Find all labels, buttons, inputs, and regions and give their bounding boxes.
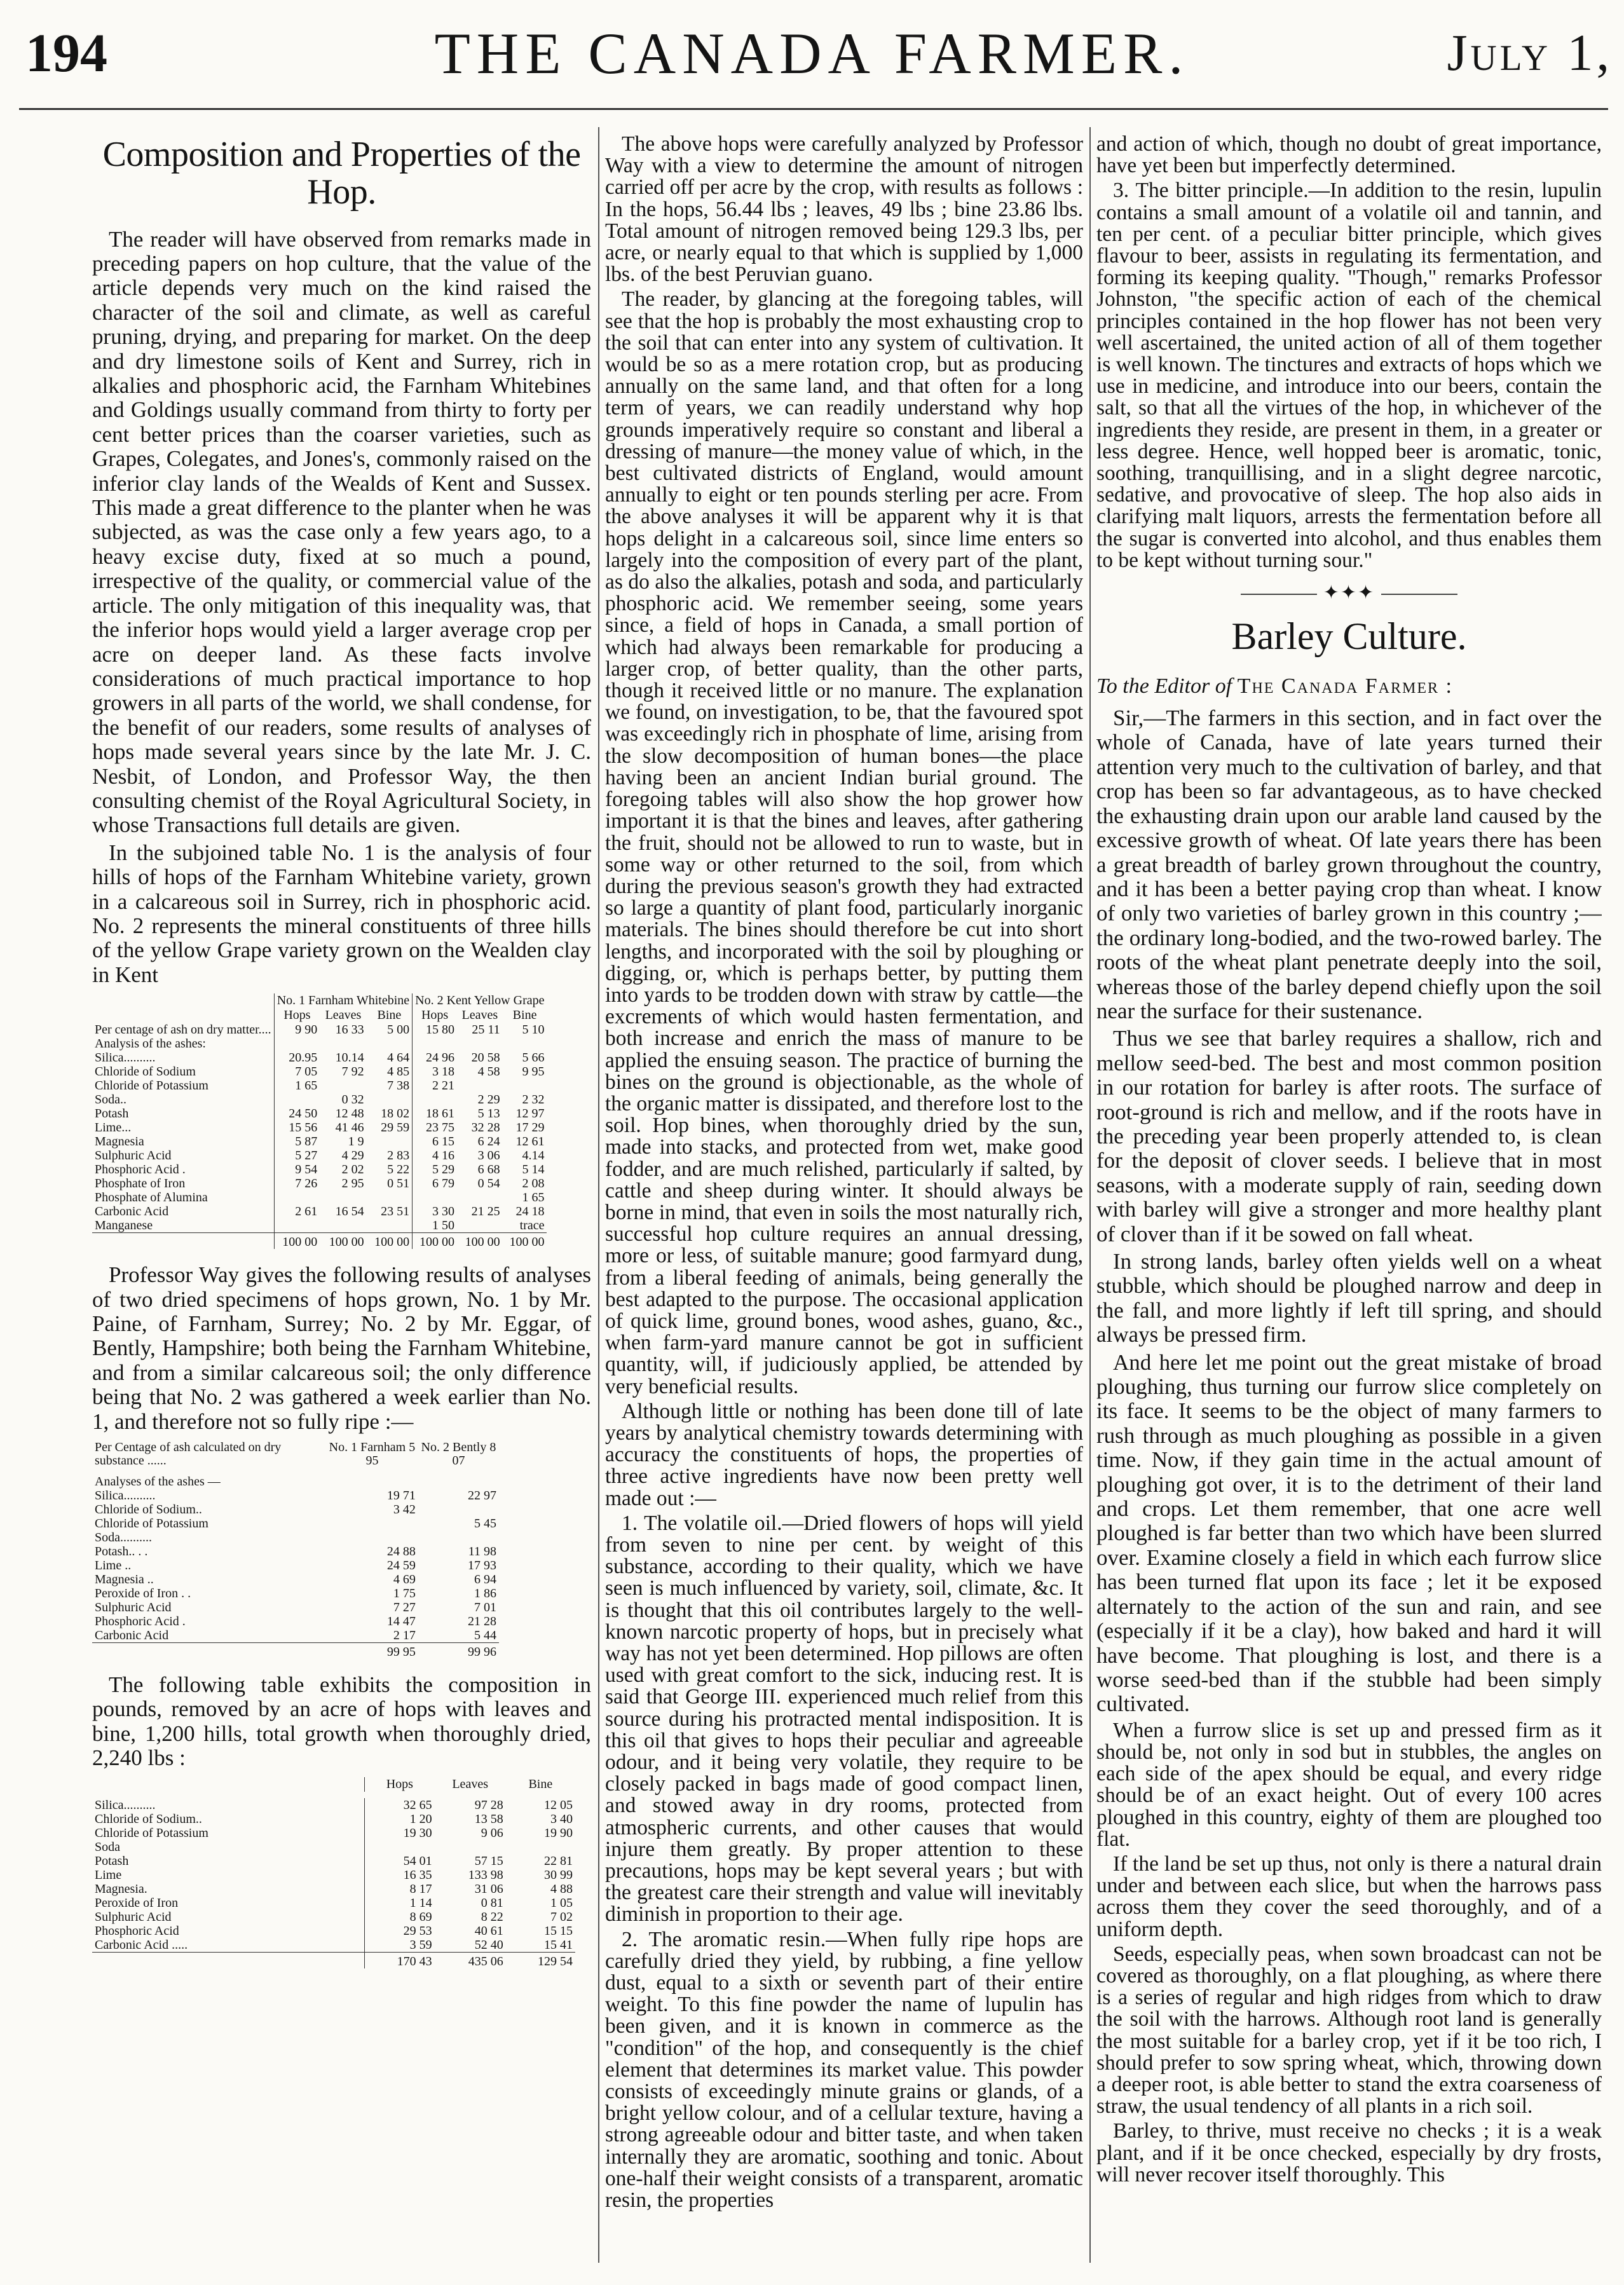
table-row bbox=[92, 1079, 547, 1093]
table-cell: 29 53 bbox=[365, 1924, 435, 1938]
table-row bbox=[92, 1503, 499, 1517]
table-cell: 20.95 bbox=[274, 1051, 320, 1065]
table-cell: 2 17 bbox=[393, 1628, 416, 1643]
table-cell: 16 35 bbox=[365, 1868, 435, 1882]
table-cell: 0 32 bbox=[341, 1093, 364, 1107]
table-row bbox=[92, 1037, 547, 1051]
table-cell bbox=[367, 1093, 413, 1107]
table-cell bbox=[274, 1218, 320, 1233]
paragraph: 1. The volatile oil.—Dried flowers of hops will yield from seven to nine per cent. by weight of this substance, according to their quality, which we have seen is much influenced by variety, soil, climate, &c. It is thought that this oil contributes largely to the well-known narcotic property of hops, but in precisely what way has not yet been determined. Hop pillows are often used with great comfort to the sick, inducing rest. It is said that George III. experienced much relief from this source during his protracted mental indisposition. It is this oil that gives to hops their peculiar and agreeable odour, and it being very volatile, they require to be closely packed in bags made of good compact linen, and stowed away in dry rooms, protected from atmospheric currents, and other causes that would injure them greatly. By proper attention to these precautions, hops may be kept several years ; but with the greatest care their strength and value will inevitably diminish in proportion to their age. bbox=[605, 1511, 1083, 1927]
table-cell: 10.14 bbox=[335, 1051, 364, 1065]
table-cell: 57 15 bbox=[474, 1853, 503, 1868]
table-cell bbox=[320, 1218, 366, 1233]
table-cell: 22 81 bbox=[544, 1853, 573, 1868]
table-cell bbox=[413, 1093, 457, 1107]
table-cell bbox=[457, 1190, 503, 1204]
table-cell bbox=[367, 1135, 413, 1149]
table-row-label: Soda bbox=[95, 1839, 120, 1854]
table-cell: 8 69 bbox=[365, 1910, 435, 1924]
table-1 bbox=[92, 993, 547, 1249]
table-cell: 0 81 bbox=[481, 1895, 503, 1910]
table-row bbox=[92, 1924, 575, 1938]
table-cell: 5 29 bbox=[413, 1163, 457, 1177]
table-cell: 170 43 bbox=[365, 1952, 435, 1968]
table-row-label: Lime .. bbox=[95, 1559, 132, 1573]
paragraph: The reader will have observed from remarks made in preceding papers on hop culture, that the value of the article depends very much on the kind raised the character of the soil and climate, as well as careful pruning, drying, and preparing for market. On the deep and dry limestone soils of Kent and Surrey, rich in alkalies and phosphoric acid, the Farnham Whitebines and Goldings usually command from thirty to forty per cent better prices than the coarser varieties, such as Grapes, Colegates, and Jones's, commonly raised on the inferior clay lands of the Wealds of Kent and Sussex. This made a great difference to the planter when he was subjected, as was the case only a few years ago, to a heavy excise duty, fixed at so much a pound, irrespective of the quality, or commercial value of the article. The only mitigation of this inequality was, that the inferior hops would yield a larger average crop per acre on deeper land. As these facts involve considerations of much practical importance to hop growers in all parts of the world, we shall condense, for the benefit of our readers, some results of analyses of hops made several years since by the late Mr. J. C. Nesbit, of London, and Professor Way, the then consulting chemist of the Royal Agricultural Society, in whose Transactions full details are given. bbox=[92, 226, 591, 838]
table-row bbox=[92, 1051, 547, 1065]
table-cell: 8 17 bbox=[365, 1882, 435, 1896]
table-row bbox=[92, 1121, 547, 1135]
table-cell: 4 69 bbox=[393, 1572, 416, 1587]
table-cell: 99 96 bbox=[418, 1643, 499, 1660]
table-cell: 100 00 bbox=[367, 1233, 413, 1250]
table-row bbox=[92, 1149, 547, 1163]
table-cell bbox=[367, 1037, 413, 1051]
table-cell: 14 47 bbox=[386, 1614, 416, 1629]
paragraph: 3. The bitter principle.—In addition to the resin, lupulin contains a small amount of a volatile oil and tannin, and ten per cent. of a peculiar bitter principle, which gives flavour to beer, assists in regulating its fermentation, and forming its keeping quality. "Though," remarks Professor Johnston, "the specific action of each of the chemical principles contained in the hop flower has not been very well ascertained, the united action of all of them together is well known. The tinctures and extracts of hops which we use in medicine, and introduce into our beers, contain the salt, so that all the virtues of the hop, in whichever of the ingredients they reside, are present in them, in a greater or less degree. Hence, well hopped beer is aromatic, tonic, soothing, tranquillising, and in a slight degree narcotic, sedative, and provocative of sleep. The hop also aids in clarifying malt liquors, arrests the fermentation before all the sugar is converted into alcohol, and thus enables them to be kept without turning sour." bbox=[1096, 179, 1602, 572]
table-row-label: Chloride of Sodium.. bbox=[95, 1503, 202, 1517]
table-cell: 7 01 bbox=[474, 1600, 496, 1615]
table-col-header: Per Centage of ash calculated on dry substance ...... bbox=[95, 1440, 282, 1468]
table-cell: 15 80 bbox=[413, 1023, 457, 1037]
table-row bbox=[92, 1218, 547, 1233]
table-col-header: Hops bbox=[413, 1008, 457, 1023]
paragraph: Although little or nothing has been done till of late years by analytical chemistry towards determining with accuracy the constituents of hops, the properties of three active ingredients have now been pretty well made out :— bbox=[605, 1399, 1083, 1510]
table-cell: 100 00 bbox=[503, 1233, 547, 1250]
table-cell: 4 16 bbox=[413, 1149, 457, 1163]
paragraph: In strong lands, barley often yields well on a wheat stubble, which should be ploughed narrow and deep in the fall, and more lightly if left till spring, and should always be pressed firm. bbox=[1096, 1249, 1602, 1347]
table-cell: 5 44 bbox=[474, 1628, 496, 1643]
table-cell bbox=[457, 1218, 503, 1233]
table-cell: 4 85 bbox=[387, 1065, 410, 1079]
table-cell: 3 40 bbox=[550, 1811, 573, 1826]
addressee-prefix: To the Editor of bbox=[1096, 674, 1232, 699]
table-cell: 3 30 bbox=[413, 1204, 457, 1218]
table-cell: 40 61 bbox=[474, 1923, 503, 1938]
table-cell: 5 10 bbox=[522, 1023, 545, 1037]
table-cell: 1 05 bbox=[550, 1895, 573, 1910]
table-col-header: No. 1 Farnham 5 95 bbox=[329, 1440, 416, 1468]
table-cell: 8 22 bbox=[481, 1909, 503, 1924]
paragraph: The above hops were carefully analyzed by Professor Way with a view to determine the amount of nitrogen carried off per acre by the crop, with results as follows : In the hops, 56.44 lbs ; leaves, 49 lbs ; bine 23.86 lbs. Total amount of nitrogen removed being 129.3 lbs, per acre, or nearly equal to that which is supplied by 1,000 lbs. of the best Peruvian guano. bbox=[605, 133, 1083, 287]
table-cell: 2 08 bbox=[522, 1177, 545, 1191]
table-cell: 4.14 bbox=[522, 1149, 545, 1163]
table-cell: 7 02 bbox=[550, 1909, 573, 1924]
table-row bbox=[92, 1910, 575, 1924]
table-row bbox=[92, 1107, 547, 1121]
table-col-header: Bine bbox=[512, 1008, 537, 1023]
table-cell: 21 25 bbox=[471, 1204, 500, 1219]
table-cell: 100 00 bbox=[274, 1233, 320, 1250]
table-row bbox=[92, 1545, 499, 1559]
table-cell: 6 94 bbox=[474, 1572, 496, 1587]
table-cell bbox=[320, 1190, 366, 1204]
table-cell: 1 65 bbox=[274, 1079, 320, 1093]
table-cell: 23 75 bbox=[413, 1121, 457, 1135]
table-cell: 2 61 bbox=[274, 1204, 320, 1218]
paragraph: The reader, by glancing at the foregoing tables, will see that the hop is probably the most exhausting crop to the soil that can enter into any system of cultivation. It would be so as a mere rotation crop, but as producing annually on the same land, and that often for a long term of years, we can readily understand why hop grounds imperatively require so constant and liberal a dressing of manure—the money value of which, in the best cultivated districts of England, would amount annually to eight or ten pounds sterling per acre. From the above analyses it will be apparent why it is that hops delight in a calcareous soil, since lime enters so largely into the composition of every part of the plant, as do also the alkalies, potash and soda, and particularly phosphoric acid. We remember seeing, some years since, a field of hops in Canada, a small portion of which had always been remarkable for producing a larger crop, of better quality, than the other parts, though it received little or no manure. The explanation we found, on investigation, to be, that the favoured spot was exceedingly rich in phosphate of lime, arising from the slow decomposition of human bones—the place having been an ancient Indian burial ground. The foregoing tables will also show the hop grower how important it is that the bines and leaves, after gathering the fruit, should not be allowed to run to waste, but in some way or other returned to the soil, from which during the previous season's growth they had extracted so large a quantity of plant food, particularly inorganic materials. The bines should therefore be cut into short lengths, and incorporated with the soil by ploughing or digging, or, which is perhaps better, by putting them into yards to be trodden down with straw by cattle—the excrements of which would hasten fermentation, and both increase and enrich the mass of manure to be applied the ensuing season. The practice of burning the bines on the ground is objectionable, as the whole of the organic matter is dissipated, and therefore lost to the soil. Hop bines, when thoroughly dried by the sun, made into stacks, and protected from wet, make good fodder, and are much relished, particularly if salted, by cattle and sheep during winter. It should always be borne in mind, that even in soils the most naturally rich, successful hop culture requires an annual dressing, more or less, of suitable manure; good farmyard dung, from a liberal feeding of animals, being generally the best adapted to the purpose. The occasional application of quick lime, ground bones, wood ashes, guano, &c., when farm-yard manure cannot be got in sufficient quantity, will, if judiciously applied, be attended by very beneficial results. bbox=[605, 287, 1083, 1398]
table-cell: 15 41 bbox=[544, 1937, 573, 1952]
table-cell: 18 02 bbox=[381, 1107, 410, 1121]
section-ornament: ✦✦✦ bbox=[1096, 582, 1602, 604]
table-cell bbox=[320, 1079, 366, 1093]
table-cell: 7 38 bbox=[387, 1079, 410, 1093]
table-row bbox=[92, 1023, 547, 1037]
table-cell: 19 30 bbox=[365, 1826, 435, 1840]
table-row bbox=[92, 1204, 547, 1218]
table-cell: 3 42 bbox=[393, 1503, 416, 1517]
table-row-label: Phosphate of Iron bbox=[95, 1177, 186, 1191]
table-cell bbox=[274, 1093, 320, 1107]
table-row-label: Sulphuric Acid bbox=[95, 1149, 172, 1163]
table-row-label: Magnesia .. bbox=[95, 1572, 154, 1587]
table-row-label: Chloride of Potassium bbox=[95, 1079, 208, 1093]
table-cell: 2 02 bbox=[341, 1163, 364, 1177]
table-cell bbox=[413, 1037, 457, 1051]
table-cell: 1 75 bbox=[393, 1586, 416, 1601]
table-row-label: Phosphoric Acid . bbox=[95, 1163, 186, 1177]
table-cell: 2 95 bbox=[341, 1177, 364, 1191]
table-group-header: No. 2 Kent Yellow Grape bbox=[413, 993, 547, 1008]
table-cell: 11 98 bbox=[468, 1545, 496, 1559]
table-cell: 19 71 bbox=[386, 1489, 416, 1503]
table-row bbox=[92, 1882, 575, 1896]
table-cell: 1 50 bbox=[413, 1218, 457, 1233]
table-total-row bbox=[92, 1643, 499, 1660]
table-cell: 22 97 bbox=[468, 1489, 496, 1503]
table-cell: 7 27 bbox=[393, 1600, 416, 1615]
paragraph: Sir,—The farmers in this section, and in fact over the whole of Canada, have of late years turned their attention very much to the cultivation of barley, and that crop has been so far advantageous, as to have checked the exhausting drain upon our arable land caused by the excessive growth of wheat. Of late years there has been a great breadth of barley grown throughout the country, and it has been a better paying crop than wheat. I know of only two varieties of barley grown in this country ;—the ordinary long-bodied, and the two-rowed barley. The roots of the wheat plant penetrate deeply into the soil, whereas those of the barley depend chiefly upon the soil near the surface for their sustenance. bbox=[1096, 706, 1602, 1023]
table-cell: 17 29 bbox=[515, 1121, 545, 1135]
paragraph: Seeds, especially peas, when sown broadcast can not be covered as thoroughly, on a flat ploughing, as where there is a series of regular and high ridges from which to draw the soil with the harrows. Although root land is generally the most suitable for a barley crop, yet if it be too rich, I should prefer to sow spring wheat, which, throwing down a deeper root, is able better to stand the extra coarseness of straw, the usual tendency of all plants in a rich soil. bbox=[1096, 1942, 1602, 2118]
table-row bbox=[92, 1572, 499, 1586]
table-cell bbox=[506, 1840, 575, 1854]
table-cell bbox=[274, 1037, 320, 1051]
table-row-label: Phosphate of Alumina bbox=[95, 1190, 208, 1205]
table-row-label: Silica.......... bbox=[95, 1051, 156, 1065]
table-cell: 3 06 bbox=[477, 1149, 500, 1163]
table-cell: 5 87 bbox=[274, 1135, 320, 1149]
table-cell: 133 98 bbox=[468, 1867, 503, 1882]
table-cell bbox=[418, 1475, 499, 1489]
table-col-header: Leaves bbox=[452, 1777, 488, 1791]
paragraph: and action of which, though no doubt of great importance, have yet been but imperfectly determined. bbox=[1096, 133, 1602, 178]
table-row bbox=[92, 1489, 499, 1503]
table-row-label: Analysis of the ashes: bbox=[95, 1037, 206, 1051]
table-cell: 5 14 bbox=[522, 1163, 545, 1177]
table-cell: 19 90 bbox=[544, 1825, 573, 1840]
table-row-label: Phosphoric Acid . bbox=[95, 1614, 186, 1629]
table-row-label: Lime bbox=[95, 1867, 122, 1882]
table-cell: 0 51 bbox=[387, 1177, 410, 1191]
table-cell: 29 59 bbox=[381, 1121, 410, 1135]
table-cell: 4 88 bbox=[550, 1881, 573, 1896]
table-col-header: Leaves bbox=[325, 1008, 362, 1023]
table-row bbox=[92, 1586, 499, 1600]
table-row bbox=[92, 1135, 547, 1149]
column-1 bbox=[92, 133, 591, 1982]
table-col-header: Bine bbox=[377, 1008, 402, 1023]
table-row bbox=[92, 1614, 499, 1628]
table-cell: 17 93 bbox=[468, 1559, 496, 1573]
table-cell: 32 65 bbox=[365, 1798, 435, 1812]
table-row bbox=[92, 1190, 547, 1204]
table-cell bbox=[326, 1475, 418, 1489]
table-cell bbox=[413, 1190, 457, 1204]
table-cell: 435 06 bbox=[435, 1952, 506, 1968]
table-row bbox=[92, 1177, 547, 1190]
table-cell bbox=[367, 1218, 413, 1233]
table-cell: 6 79 bbox=[413, 1177, 457, 1190]
table-cell: 9 95 bbox=[522, 1065, 545, 1079]
table-cell: 4 64 bbox=[387, 1051, 410, 1065]
paragraph: If the land be set up thus, not only is there a natural drain under and between each slice, but when the harrows pass across them they cover the seed thoroughly, and of a uniform depth. bbox=[1096, 1852, 1602, 1941]
table-cell bbox=[367, 1190, 413, 1204]
table-cell: 31 06 bbox=[474, 1881, 503, 1896]
table-row-label: Chloride of Sodium.. bbox=[95, 1811, 202, 1826]
table-cell: 24 50 bbox=[274, 1107, 320, 1121]
table-cell bbox=[457, 1079, 503, 1093]
table-cell: 6 15 bbox=[413, 1135, 457, 1149]
table-col-header: No. 2 Bently 8 07 bbox=[421, 1440, 496, 1468]
table-cell: 1 20 bbox=[365, 1812, 435, 1826]
table-row-label: Per centage of ash on dry matter.... bbox=[95, 1023, 271, 1037]
table-cell: 7 92 bbox=[341, 1065, 364, 1079]
journal-title: THE CANADA FARMER. bbox=[434, 21, 1190, 86]
article-title: Composition and Properties of the Hop. bbox=[102, 135, 581, 212]
table-cell: 15 56 bbox=[274, 1121, 320, 1135]
table-row bbox=[92, 1868, 575, 1882]
table-col-header: Hops bbox=[274, 1008, 320, 1023]
table-cell: 5 45 bbox=[474, 1517, 496, 1531]
table-cell: 100 00 bbox=[413, 1233, 457, 1250]
table-row-label: Carbonic Acid bbox=[95, 1204, 169, 1219]
table-cell: 13 58 bbox=[474, 1811, 503, 1826]
table-cell: 2 21 bbox=[413, 1079, 457, 1093]
table-cell bbox=[435, 1840, 506, 1854]
paragraph: Barley, to thrive, must receive no checks ; it is a weak plant, and if it be once checked, especially by dry frosts, will never recover itself thoroughly. This bbox=[1096, 2119, 1602, 2186]
table-row bbox=[92, 1475, 499, 1489]
table-row bbox=[92, 1531, 499, 1545]
table-col-header: Leaves bbox=[461, 1008, 498, 1023]
table-cell: 5 27 bbox=[274, 1149, 320, 1163]
table-row bbox=[92, 1628, 499, 1643]
table-cell: 24 88 bbox=[386, 1545, 416, 1559]
table-cell: 3 59 bbox=[365, 1938, 435, 1953]
table-row bbox=[92, 1600, 499, 1614]
table-row-label: Carbonic Acid bbox=[95, 1628, 169, 1643]
table-cell: 2 32 bbox=[522, 1093, 545, 1107]
table-row-label: Lime... bbox=[95, 1121, 132, 1135]
table-row bbox=[92, 1093, 547, 1107]
table-row-label: Analyses of the ashes — bbox=[95, 1475, 221, 1489]
table-cell: 1 86 bbox=[474, 1586, 496, 1601]
table-row bbox=[92, 1559, 499, 1572]
table-total-row bbox=[92, 1952, 575, 1968]
table-row-label: Sulphuric Acid bbox=[95, 1909, 172, 1924]
table-cell: 1 9 bbox=[348, 1135, 364, 1149]
table-cell: 12 97 bbox=[515, 1107, 545, 1121]
table-cell bbox=[503, 1037, 547, 1051]
table-row-label: Phosphoric Acid bbox=[95, 1923, 179, 1938]
table-cell: 24 96 bbox=[413, 1051, 457, 1065]
table-cell: 5 00 bbox=[387, 1023, 410, 1037]
table-row-label: Chloride of Potassium bbox=[95, 1517, 208, 1531]
table-cell: 5 22 bbox=[387, 1163, 410, 1177]
table-cell: 12 05 bbox=[544, 1797, 573, 1812]
table-cell: 4 58 bbox=[477, 1065, 500, 1079]
table-row-label: Potash bbox=[95, 1853, 129, 1868]
table-cell: 9 54 bbox=[274, 1163, 320, 1177]
table-cell: 6 68 bbox=[477, 1163, 500, 1177]
table-cell bbox=[274, 1190, 320, 1204]
table-cell: 1 14 bbox=[365, 1896, 435, 1910]
table-row bbox=[92, 1065, 547, 1079]
table-row bbox=[92, 1854, 575, 1868]
table-row-label: Chloride of Sodium bbox=[95, 1065, 196, 1079]
paragraph: 2. The aromatic resin.—When fully ripe hops are carefully dried they yield, by rubbing, a fine yellow dust, equal to a sixth or seventh part of their entire weight. To this fine powder the name of lupulin has been given, and it is known in commerce as the "condition" of the hop, and consequently is the chief element that determines its market value. This powder consists of exceedingly minute grains or glands, of a bright yellow colour, and of a cellular texture, having a strong agreeable odour and bitter taste, and when taken internally they are aromatic, soothing and tonic. About one-half their weight consists of a transparent, aromatic resin, the properties bbox=[605, 1927, 1083, 2213]
table-cell: 30 99 bbox=[544, 1867, 573, 1882]
table-cell: 4 29 bbox=[341, 1149, 364, 1163]
table-cell: 15 15 bbox=[544, 1923, 573, 1938]
table-cell: 16 54 bbox=[335, 1204, 364, 1219]
table-cell: 6 24 bbox=[477, 1135, 500, 1149]
table-cell: 25 11 bbox=[472, 1023, 500, 1037]
table-row-label: Peroxide of Iron . . bbox=[95, 1586, 191, 1601]
table-row bbox=[92, 1517, 499, 1531]
table-cell: trace bbox=[519, 1218, 545, 1233]
table-row-label: Silica.......... bbox=[95, 1797, 156, 1812]
table-cell: 52 40 bbox=[474, 1937, 503, 1952]
table-cell: 3 18 bbox=[413, 1065, 457, 1079]
table-cell: 23 51 bbox=[381, 1204, 410, 1219]
table-row-label: Sulphuric Acid bbox=[95, 1600, 172, 1615]
table-cell: 2 83 bbox=[387, 1149, 410, 1163]
table-row-label: Soda.......... bbox=[95, 1531, 152, 1545]
addressee-name: The Canada Farmer : bbox=[1237, 674, 1453, 699]
table-3 bbox=[92, 1777, 575, 1968]
table-row-label: Magnesia. bbox=[95, 1881, 147, 1896]
table-cell: 5 66 bbox=[522, 1051, 545, 1065]
column-3 bbox=[1096, 133, 1602, 2189]
table-cell: 5 13 bbox=[477, 1107, 500, 1121]
table-row-label: Potash bbox=[95, 1107, 129, 1121]
table-cell: 9 06 bbox=[481, 1825, 503, 1840]
table-cell: 41 46 bbox=[335, 1121, 364, 1135]
table-cell bbox=[503, 1079, 547, 1093]
table-row-label: Peroxide of Iron bbox=[95, 1895, 179, 1910]
table-cell bbox=[326, 1531, 418, 1545]
table-cell: 12 61 bbox=[515, 1135, 545, 1149]
page-number: 194 bbox=[25, 22, 107, 83]
table-cell: 32 28 bbox=[471, 1121, 500, 1135]
table-cell bbox=[418, 1503, 499, 1517]
table-group-header: No. 1 Farnham Whitebine bbox=[274, 993, 412, 1008]
column-rule bbox=[1089, 127, 1091, 2263]
table-row bbox=[92, 1798, 575, 1812]
table-row bbox=[92, 1840, 575, 1854]
table-cell: 97 28 bbox=[474, 1797, 503, 1812]
table-cell: 2 29 bbox=[477, 1093, 500, 1107]
header-rule bbox=[19, 108, 1608, 110]
table-row bbox=[92, 1896, 575, 1910]
paragraph: The following table exhibits the composition in pounds, removed by an acre of hops with leaves and bine, 1,200 hills, total growth when thoroughly dried, 2,240 lbs : bbox=[92, 1672, 591, 1771]
table-cell: 100 00 bbox=[457, 1233, 503, 1250]
table-cell: 100 00 bbox=[320, 1233, 366, 1250]
table-row bbox=[92, 1163, 547, 1177]
table-cell: 12 48 bbox=[335, 1107, 364, 1121]
table-cell: 129 54 bbox=[506, 1952, 575, 1968]
column-2 bbox=[605, 133, 1083, 2214]
table-cell: 18 61 bbox=[413, 1107, 457, 1121]
addressee bbox=[1096, 673, 1602, 700]
table-cell: 20 58 bbox=[471, 1051, 500, 1065]
column-rule bbox=[598, 127, 599, 2263]
table-cell bbox=[320, 1037, 366, 1051]
article-title: Barley Culture. bbox=[1231, 615, 1467, 658]
table-cell: 21 28 bbox=[468, 1614, 496, 1629]
table-row-label: Soda.. bbox=[95, 1093, 126, 1107]
table-cell: 0 54 bbox=[477, 1177, 500, 1191]
table-cell: 1 65 bbox=[522, 1190, 545, 1205]
table-cell: 16 33 bbox=[335, 1023, 364, 1037]
table-col-header: Hops bbox=[365, 1777, 435, 1792]
table-cell bbox=[326, 1517, 418, 1531]
table-col-header: Bine bbox=[528, 1777, 553, 1791]
table-total-row bbox=[92, 1233, 547, 1250]
table-row bbox=[92, 1826, 575, 1840]
table-row bbox=[92, 1938, 575, 1953]
table-cell bbox=[365, 1840, 435, 1854]
table-row-label: Magnesia bbox=[95, 1135, 144, 1149]
table-cell: 99 95 bbox=[326, 1643, 418, 1660]
table-cell: 24 59 bbox=[386, 1559, 416, 1573]
table-cell: 7 05 bbox=[274, 1065, 320, 1079]
paragraph: In the subjoined table No. 1 is the analysis of four hills of hops of the Farnham Whitebine variety, grown in a calcareous soil in Surrey, rich in phosphoric acid. No. 2 represents the mineral constituents of three hills of the yellow Grape variety grown on the Wealden clay in Kent bbox=[92, 840, 591, 987]
table-cell: 9 90 bbox=[274, 1023, 320, 1037]
paragraph: Professor Way gives the following results of analyses of two dried specimens of hops grown, No. 1 by Mr. Paine, of Farnham, Surrey; No. 2 by Mr. Eggar, of Bently, Hampshire; both being the Farnham Whitebine, and from a similar calcareous soil; the only difference being that No. 2 was gathered a week earlier than No. 1, and therefore not so fully ripe :— bbox=[92, 1262, 591, 1434]
table-row-label: Potash.. . . bbox=[95, 1545, 148, 1559]
issue-date: July 1, bbox=[1447, 24, 1613, 81]
table-row-label: Carbonic Acid ..... bbox=[95, 1937, 188, 1952]
table-cell bbox=[418, 1531, 499, 1545]
table-row-label: Manganese bbox=[95, 1218, 153, 1233]
paragraph: When a furrow slice is set up and pressed firm as it should be, not only in sod but in stubbles, the angles on each side of the apex should be equal, and every ridge should be of an exact height. Out of every 100 acres ploughed in this country, eighty of them are ploughed too flat. bbox=[1096, 1718, 1602, 1851]
paragraph: Thus we see that barley requires a shallow, rich and mellow seed-bed. The best and most common position in our rotation for barley is after roots. The surface of root-ground is rich and mellow, and if the roots have in the preceding year been properly attended to, is clean for the deposit of clover seeds. I believe that in most seasons, with a moderate supply of rain, seeding down with barley will give a stronger and more healthy plant of clover than if it be sowed on fall wheat. bbox=[1096, 1026, 1602, 1246]
table-2 bbox=[92, 1440, 499, 1659]
table-cell: 7 26 bbox=[274, 1177, 320, 1190]
table-row-label: Silica.......... bbox=[95, 1489, 156, 1503]
table-cell: 54 01 bbox=[365, 1854, 435, 1868]
paragraph: And here let me point out the great mistake of broad ploughing, thus turning our furrow slice completely on its face. It seems to be the object of many farmers to rush through as much ploughing as possible in a given time. Now, if they gain time in the actual amount of ploughing got over, it is to the detriment of their land and crops. Let them remember, that one acre well ploughed is far better than two which have been slurred over. Examine closely a field in which each furrow slice has been turned flat upon its face ; let it be exposed alternately to the action of the sun and rain, and see (especially if it be a clay), how baked and hard it will have become. That ploughing is lost, and there is a worse seed-bed than if the stubble had been simply cultivated. bbox=[1096, 1349, 1602, 1717]
table-cell bbox=[457, 1037, 503, 1051]
table-cell: 24 18 bbox=[515, 1204, 545, 1219]
masthead bbox=[0, 0, 1624, 105]
table-row-label: Chloride of Potassium bbox=[95, 1825, 208, 1840]
table-row bbox=[92, 1812, 575, 1826]
